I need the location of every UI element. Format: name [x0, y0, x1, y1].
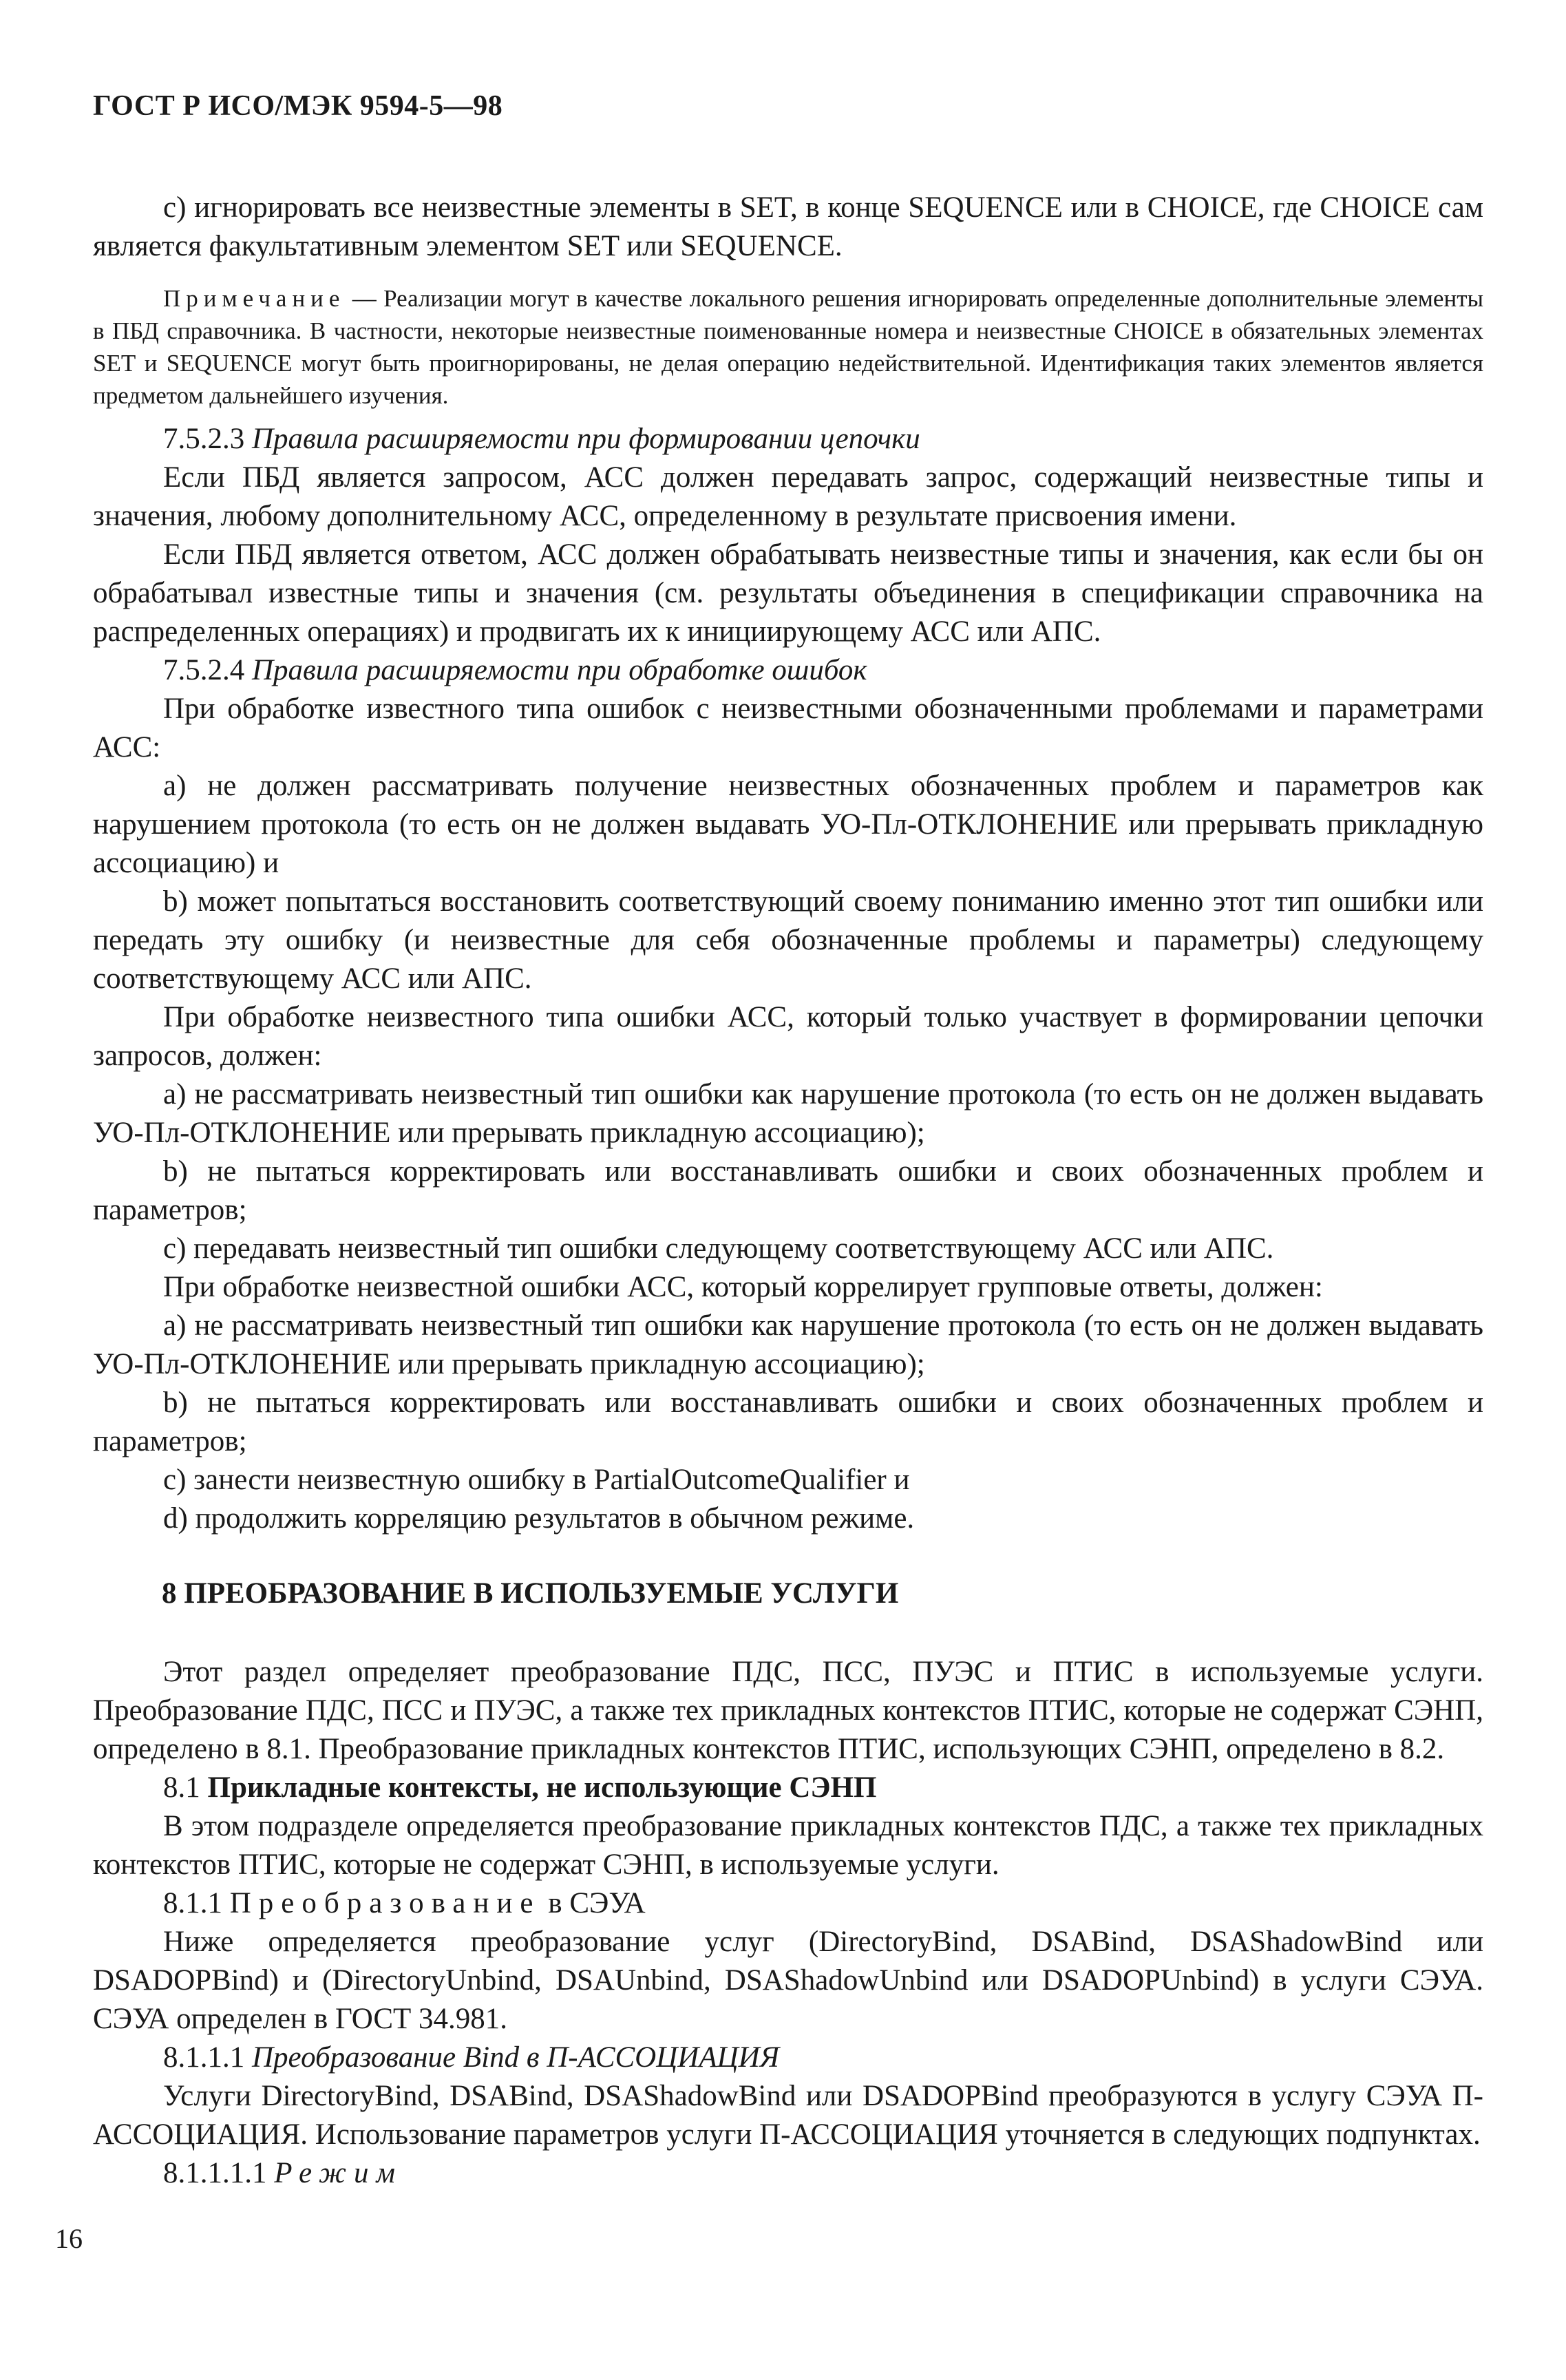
paragraph: Если ПБД является запросом, АСС должен передавать запрос, содержащий неизвестные типы и значения, любому дополнительному АСС, определенному в результате присвоения имени. — [93, 461, 1483, 532]
list-item: b) может попытаться восстановить соответствующий своему пониманию именно этот тип ошибки или передать эту ошибку (и неизвестные для себя обозначенные проблемы и параметры) следующему соответствующему АСС или АПС. — [93, 885, 1483, 995]
clause-8-1-1-1-heading — [93, 2039, 1483, 2077]
paragraph: В этом подразделе определяется преобразование прикладных контекстов ПДС, а также тех прикладных контекстов ПТИС, которые не содержат СЭНП, в используемые услуги. — [93, 1810, 1483, 1881]
paragraph: Этот раздел определяет преобразование ПДС, ПСС, ПУЭС и ПТИС в используемые услуги. Преобразование ПДС, ПСС и ПУЭС, а также тех прикладных контекстов ПТИС, которые не содержат СЭНП, определено в 8.1. Преобразование прикладных контекстов ПТИС, использующих СЭНП, определено в 8.2. — [93, 1656, 1483, 1765]
list-item: b) не пытаться корректировать или восстанавливать ошибки и своих обозначенных проблем и параметров; — [93, 1387, 1483, 1457]
clause-title-suffix: в СЭУА — [540, 1887, 646, 1919]
clause-8-1-1-1-1-heading — [93, 2154, 1483, 2193]
list-item: a) не рассматривать неизвестный тип ошибки как нарушение протокола (то есть он не должен выдавать УО-Пл-ОТКЛОНЕНИЕ или прерывать прикладную ассоциацию); — [93, 1078, 1483, 1149]
paragraph: При обработке известного типа ошибок с неизвестными обозначенными проблемами и параметрами АСС: — [93, 693, 1483, 764]
paragraph: При обработке неизвестной ошибки АСС, который коррелирует групповые ответы, должен: — [163, 1271, 1323, 1303]
clause-title: Режим — [274, 2157, 403, 2189]
paragraph: Услуги DirectoryBind, DSABind, DSAShadowBind или DSADOPBind преобразуются в услугу СЭУА П-АССОЦИАЦИЯ. Использование параметров услуги П-АССОЦИАЦИЯ уточняется в следующих подпунктах. — [93, 2080, 1483, 2151]
clause-title: Правила расширяемости при обработке ошибок — [252, 654, 867, 686]
clause-title: Преобразование Bind в П-АССОЦИАЦИЯ — [252, 2041, 779, 2074]
clause-title: Прикладные контексты, не использующие СЭНП — [207, 1771, 877, 1804]
section-8-heading: 8 ПРЕОБРАЗОВАНИЕ В ИСПОЛЬЗУЕМЫЕ УСЛУГИ — [162, 1577, 899, 1610]
clause-number: 8.1 — [163, 1771, 208, 1804]
clause-7-5-2-4-heading — [93, 651, 1483, 690]
list-item: c) занести неизвестную ошибку в PartialOutcomeQualifier и — [163, 1464, 910, 1496]
list-item: d) продолжить корреляцию результатов в обычном режиме. — [163, 1502, 915, 1535]
paragraph: Если ПБД является ответом, АСС должен обрабатывать неизвестные типы и значения, как если бы он обрабатывал известные типы и значения (см. результаты объединения в спецификации справочника на распределенных операциях) и продвигать их к инициирующему АСС или АПС. — [93, 538, 1483, 648]
clause-number: 8.1.1 — [163, 1887, 230, 1919]
clause-number: 8.1.1.1.1 — [163, 2157, 275, 2189]
list-item: a) не рассматривать неизвестный тип ошибки как нарушение протокола (то есть он не должен выдавать УО-Пл-ОТКЛОНЕНИЕ или прерывать прикладную ассоциацию); — [93, 1309, 1483, 1380]
note-text: — Реализации могут в качестве локального решения игнорировать определенные дополнительные элементы в ПБД справочника. В частности, некоторые неизвестные поименованные номера и неизвестные CHOICE в обязательных элементах SET и SEQUENCE могут быть проигнорированы, не делая операцию недействительной. Идентификация таких элементов является предметом дальнейшего изучения. — [93, 285, 1483, 409]
list-item: b) не пытаться корректировать или восстанавливать ошибки и своих обозначенных проблем и параметров; — [93, 1155, 1483, 1226]
clause-7-5-2-3-heading — [93, 420, 1483, 459]
clause-title: Преобразование — [229, 1887, 541, 1919]
clause-number: 7.5.2.3 — [163, 423, 252, 455]
document-header: ГОСТ Р ИСО/МЭК 9594-5—98 — [93, 90, 503, 122]
clause-title: Правила расширяемости при формировании цепочки — [252, 423, 920, 455]
paragraph: Ниже определяется преобразование услуг (DirectoryBind, DSABind, DSAShadowBind или DSADOPBind) и (DirectoryUnbind, DSAUnbind, DSAShadowUnbind или DSADOPUnbind) в услуги СЭУА. СЭУА определен в ГОСТ 34.981. — [93, 1926, 1483, 2035]
clause-number: 8.1.1.1 — [163, 2041, 252, 2074]
paragraph: При обработке неизвестного типа ошибки АСС, который только участвует в формировании цепочки запросов, должен: — [93, 1001, 1483, 1072]
note-label: Примечание — [163, 285, 346, 312]
list-item: a) не должен рассматривать получение неизвестных обозначенных проблем и параметров как нарушением протокола (то есть он не должен выдавать УО-Пл-ОТКЛОНЕНИЕ или прерывать прикладную ассоциацию) и — [93, 770, 1483, 879]
list-item: c) передавать неизвестный тип ошибки следующему соответствующему АСС или АПС. — [163, 1232, 1274, 1265]
page-number: 16 — [55, 2223, 83, 2254]
clause-number: 7.5.2.4 — [163, 654, 252, 686]
clause-8-1-1-heading — [93, 1884, 1483, 1923]
note — [93, 282, 1483, 412]
document-page — [93, 89, 1483, 2193]
paragraph-c-ignore: c) игнорировать все неизвестные элементы в SET, в конце SEQUENCE или в CHOICE, где CHOICE сам является факультативным элементом SET или SEQUENCE. — [93, 191, 1483, 262]
clause-8-1-heading — [93, 1769, 1483, 1807]
